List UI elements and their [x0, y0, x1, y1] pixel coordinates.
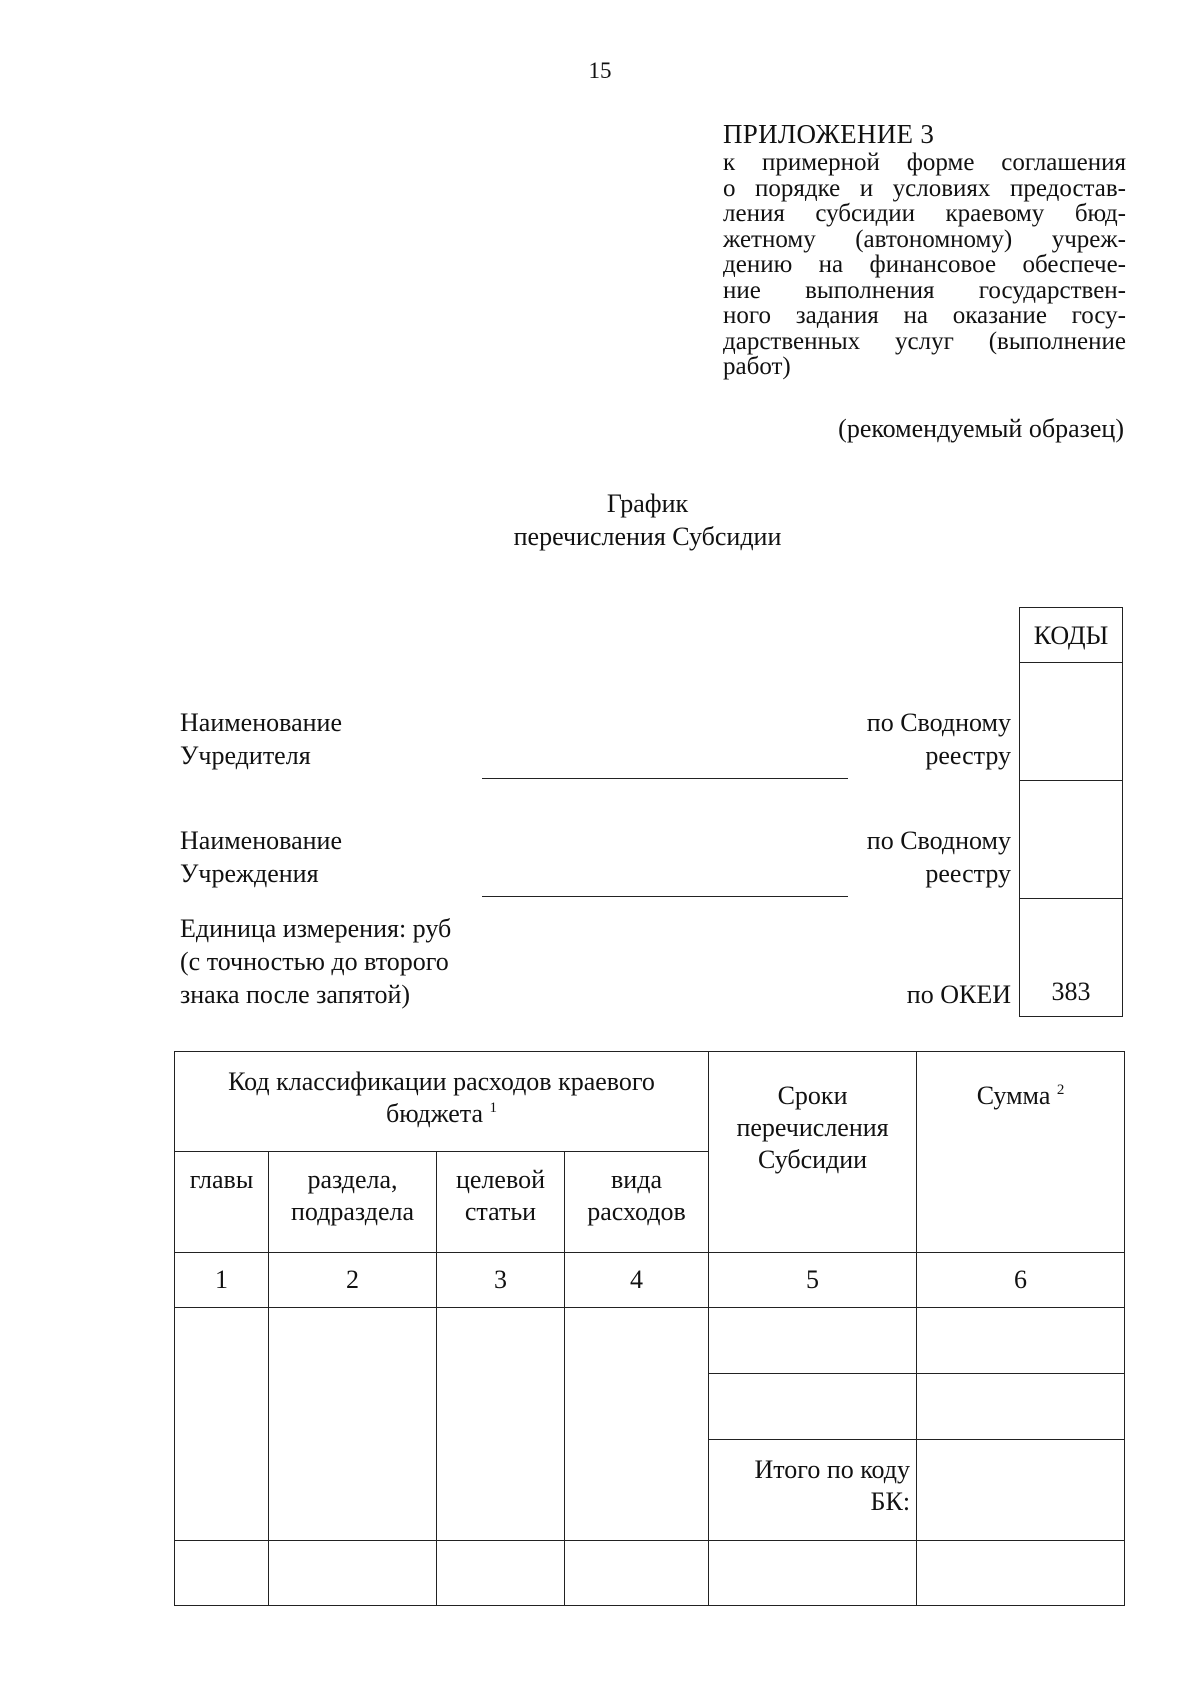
target-cell[interactable]: [437, 1541, 565, 1606]
chapter-cell[interactable]: [175, 1308, 269, 1541]
appendix-line: к примерной форме соглашения: [723, 149, 1126, 176]
expense-type-cell[interactable]: [565, 1308, 709, 1541]
appendix-line: работ): [723, 353, 791, 380]
institution-label-line-1: Наименование: [180, 826, 342, 855]
title-line-2: перечисления Субсидии: [513, 522, 782, 551]
header-transfer-terms: Сроки перечисления Субсидии: [709, 1052, 917, 1253]
founder-code-field[interactable]: [1020, 663, 1122, 781]
title-line-1: График: [606, 489, 689, 518]
expense-type-cell[interactable]: [565, 1541, 709, 1606]
column-number: 6: [917, 1253, 1125, 1308]
appendix-line: ления субсидии краевому бюд-: [723, 200, 1126, 227]
header-section: раздела, подраздела: [269, 1152, 437, 1253]
appendix-line: ного задания на оказание госу-: [723, 302, 1126, 329]
column-number: 5: [709, 1253, 917, 1308]
founder-label-line-1: Наименование: [180, 708, 342, 737]
founder-label-line-2: Учредителя: [180, 741, 311, 770]
founder-registry-line-2: реестру: [925, 741, 1011, 770]
founder-label: [180, 706, 342, 772]
section-cell[interactable]: [269, 1541, 437, 1606]
term-cell[interactable]: [709, 1374, 917, 1440]
okei-label: по ОКЕИ: [906, 980, 1011, 1009]
schedule-table: [174, 1051, 1125, 1606]
okei-code-value: 383: [1051, 977, 1091, 1006]
institution-label: [180, 824, 342, 890]
institution-code-field[interactable]: [1020, 781, 1122, 899]
section-cell[interactable]: [269, 1308, 437, 1541]
document-title: [0, 487, 1200, 553]
founder-name-field[interactable]: [482, 778, 848, 779]
institution-name-field[interactable]: [482, 896, 848, 897]
total-label: Итого по коду БК:: [709, 1440, 917, 1541]
target-cell[interactable]: [437, 1308, 565, 1541]
okei-code-field[interactable]: [1020, 899, 1122, 1015]
term-cell[interactable]: [709, 1541, 917, 1606]
sum-cell[interactable]: [917, 1374, 1125, 1440]
appendix-line: о порядке и условиях предостав-: [723, 174, 1126, 202]
total-sum-cell[interactable]: [917, 1440, 1125, 1541]
founder-registry-line-1: по Сводному: [866, 708, 1011, 737]
chapter-cell[interactable]: [175, 1541, 269, 1606]
header-budget-classification: Код классификации расходов краевого бюджета $^1$: [175, 1052, 709, 1152]
header-target: целевой статьи: [437, 1152, 565, 1253]
codes-header: КОДЫ: [1020, 608, 1122, 663]
appendix-block: [723, 118, 1126, 380]
footnote-2: 2: [1056, 1082, 1065, 1098]
institution-registry-line-2: реестру: [925, 859, 1011, 888]
column-number: 2: [269, 1253, 437, 1308]
sum-cell[interactable]: [917, 1308, 1125, 1374]
unit-label-line-1: Единица измерения: руб: [180, 914, 452, 943]
header-sum: Сумма $^2$: [917, 1052, 1125, 1253]
appendix-title: ПРИЛОЖЕНИЕ 3: [723, 119, 935, 149]
appendix-line: жетному (автономному) учреж-: [723, 225, 1126, 253]
codes-box: [1019, 607, 1123, 1017]
column-number: 4: [565, 1253, 709, 1308]
sum-cell[interactable]: [917, 1541, 1125, 1606]
appendix-line: ние выполнения государствен-: [723, 276, 1126, 304]
column-number: 3: [437, 1253, 565, 1308]
sample-note: (рекомендуемый образец): [838, 414, 1124, 443]
unit-label-line-2: (с точностью до второго: [180, 947, 449, 976]
appendix-line: дению на финансовое обеспече-: [723, 251, 1126, 278]
unit-label-line-3: знака после запятой): [180, 980, 411, 1009]
header-expense-type: вида расходов: [565, 1152, 709, 1253]
institution-label-line-2: Учреждения: [180, 859, 319, 888]
founder-registry-label: [867, 706, 1011, 772]
appendix-line: дарственных услуг (выполнение: [723, 327, 1126, 355]
header-chapter: главы: [175, 1152, 269, 1253]
page-number: 15: [588, 58, 612, 83]
unit-label: [180, 912, 451, 1011]
column-number: 1: [175, 1253, 269, 1308]
term-cell[interactable]: [709, 1308, 917, 1374]
footnote-1: 1: [489, 1100, 497, 1116]
institution-registry-label: [867, 824, 1011, 890]
institution-registry-line-1: по Сводному: [866, 826, 1011, 855]
appendix-text: [723, 150, 1126, 380]
